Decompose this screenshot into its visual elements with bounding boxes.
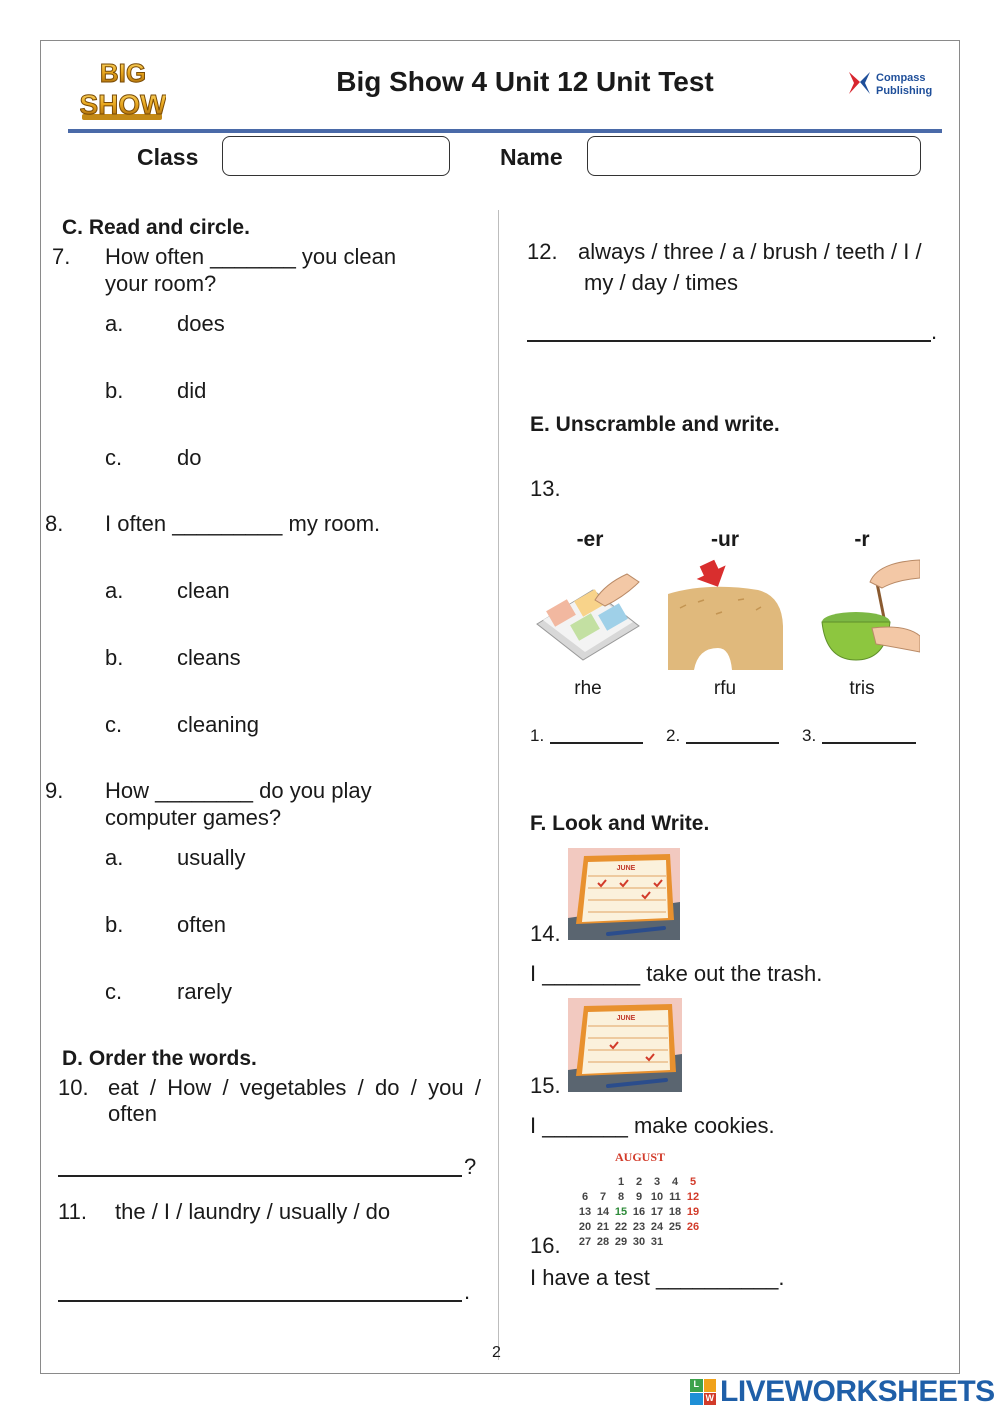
calendar-day: 30 [632, 1236, 646, 1248]
calendar-day: 26 [686, 1221, 700, 1233]
column-divider [498, 210, 499, 1360]
question-16-number: 16. [530, 1233, 561, 1258]
q7-option-c-letter: c. [105, 445, 123, 470]
question-12-text-cont: my / day / times [584, 270, 739, 295]
calendar-day: 12 [686, 1191, 700, 1203]
stirring-bowl-picture [816, 556, 920, 666]
question-12-number: 12. [527, 239, 558, 264]
question-14-sentence: I ________ take out the trash. [530, 961, 823, 986]
question-10-number: 10. [58, 1075, 89, 1100]
august-calendar [576, 1150, 706, 1249]
liveworksheets-logo [690, 1374, 995, 1410]
calendar-day: 23 [632, 1221, 646, 1233]
calendar-day: 19 [686, 1206, 700, 1218]
calendar-day: 5 [689, 1176, 697, 1188]
page-number: 2 [492, 1344, 501, 1361]
calendar-day: 8 [617, 1191, 625, 1203]
class-input[interactable] [222, 136, 450, 176]
q8-option-a[interactable]: clean [177, 578, 230, 603]
question-13-number: 13. [530, 476, 561, 501]
calendar-day: 21 [596, 1221, 610, 1233]
calendar-day: 24 [650, 1221, 664, 1233]
question-15-sentence: I _______ make cookies. [530, 1113, 775, 1138]
q8-option-b[interactable]: cleans [177, 645, 241, 670]
q9-option-b-letter: b. [105, 912, 124, 937]
section-d-heading: D. Order the words. [62, 1047, 257, 1070]
q9-option-a-letter: a. [105, 845, 124, 870]
calendar-day: 9 [635, 1191, 643, 1203]
calendar-day: 1 [617, 1176, 625, 1188]
answer-line-13-3[interactable] [822, 742, 916, 744]
calendar-day: 15 [614, 1206, 628, 1218]
question-16-sentence: I have a test __________. [530, 1265, 785, 1290]
answer-line-12[interactable] [527, 340, 931, 342]
class-label: Class [137, 144, 199, 170]
logo-tile-w: W [704, 1393, 717, 1406]
calendar-day: 3 [653, 1176, 661, 1188]
section-e-heading: E. Unscramble and write. [530, 413, 780, 436]
answer-line-11[interactable] [58, 1300, 462, 1302]
calendar-day: 29 [614, 1236, 628, 1248]
calendar-week-row [576, 1234, 706, 1249]
calendar-day: 18 [668, 1206, 682, 1218]
answer-line-10[interactable] [58, 1175, 462, 1177]
calendar-grid [576, 1174, 706, 1249]
question-7-number: 7. [52, 244, 71, 269]
desk-calendar-picture-14 [568, 848, 680, 940]
page-title: Big Show 4 Unit 12 Unit Test [336, 66, 714, 97]
question-9-text: How ________ do you play [105, 778, 372, 803]
question-15-number: 15. [530, 1073, 561, 1098]
scrambled-word-3: tris [849, 678, 875, 699]
q9-option-a[interactable]: usually [177, 845, 246, 870]
calendar-week-row [576, 1174, 706, 1189]
section-f-heading: F. Look and Write. [530, 812, 710, 835]
header-rule [68, 129, 942, 133]
q8-option-b-letter: b. [105, 645, 124, 670]
question-10-text: eat / How / vegetables / do / you / [108, 1075, 481, 1100]
blank-3-label: 3. [802, 726, 817, 745]
photo-album-picture [535, 556, 641, 662]
calendar-week-row [576, 1204, 706, 1219]
question-9-number: 9. [45, 778, 64, 803]
calendar-day: 25 [668, 1221, 682, 1233]
compass-label: Compass [876, 72, 926, 84]
suffix-er: -er [576, 528, 604, 551]
q9-option-b[interactable]: often [177, 912, 226, 937]
scrambled-word-1: rhe [574, 678, 602, 699]
logo-tile-l: L [690, 1379, 703, 1392]
calendar-week-row [576, 1219, 706, 1234]
answer-10-end-mark: ? [464, 1154, 477, 1179]
big-show-logo [80, 44, 166, 124]
suffix-ur: -ur [711, 528, 739, 551]
calendar-month-title: AUGUST [614, 1150, 665, 1164]
q7-option-c[interactable]: do [177, 445, 202, 470]
calendar-day: 6 [581, 1191, 589, 1203]
desk-calendar-month-14: JUNE [616, 865, 636, 872]
desk-calendar-picture-15 [568, 998, 682, 1092]
liveworksheets-icon [690, 1379, 716, 1405]
q7-option-a[interactable]: does [177, 311, 225, 336]
name-input[interactable] [587, 136, 921, 176]
section-c-heading: C. Read and circle. [62, 216, 250, 239]
q7-option-a-letter: a. [105, 311, 124, 336]
question-14-number: 14. [530, 921, 561, 946]
calendar-day: 20 [578, 1221, 592, 1233]
calendar-day: 4 [671, 1176, 679, 1188]
question-11-number: 11. [58, 1199, 87, 1224]
calendar-day: 31 [650, 1236, 664, 1248]
calendar-day: 13 [578, 1206, 592, 1218]
calendar-day: 2 [635, 1176, 643, 1188]
answer-12-end-mark: . [931, 319, 938, 344]
answer-11-end-mark: . [464, 1279, 471, 1304]
q8-option-c[interactable]: cleaning [177, 712, 259, 737]
calendar-day: 27 [578, 1236, 592, 1248]
calendar-day: 28 [596, 1236, 610, 1248]
calendar-day: 10 [650, 1191, 664, 1203]
question-11-text: the / I / laundry / usually / do [115, 1199, 391, 1224]
question-8-text: I often _________ my room. [105, 511, 381, 536]
calendar-day: 22 [614, 1221, 628, 1233]
q8-option-a-letter: a. [105, 578, 124, 603]
q7-option-b-letter: b. [105, 378, 124, 403]
q9-option-c-letter: c. [105, 979, 123, 1004]
dog-fur-picture [668, 556, 783, 670]
name-label: Name [500, 144, 563, 170]
question-10-text-cont: often [108, 1101, 157, 1126]
q9-option-c[interactable]: rarely [177, 979, 233, 1004]
question-9-text-cont: computer games? [105, 805, 282, 830]
calendar-day: 7 [599, 1191, 607, 1203]
question-8-number: 8. [45, 511, 64, 536]
answer-line-13-2[interactable] [686, 742, 779, 744]
scrambled-word-2: rfu [713, 678, 737, 699]
q7-option-b[interactable]: did [177, 378, 207, 403]
liveworksheets-wordmark: LIVEWORKSHEETS [720, 1375, 995, 1408]
calendar-day: 16 [632, 1206, 646, 1218]
svg-text:SHOW: SHOW [80, 89, 166, 120]
calendar-day: 11 [669, 1191, 681, 1203]
q8-option-c-letter: c. [105, 712, 123, 737]
question-12-text: always / three / a / brush / teeth / I / [578, 239, 922, 264]
calendar-day: 17 [650, 1206, 664, 1218]
answer-line-13-1[interactable] [550, 742, 643, 744]
compass-publishing-logo [846, 68, 942, 98]
desk-calendar-month-15: JUNE [616, 1015, 636, 1022]
blank-2-label: 2. [666, 726, 681, 745]
question-7-text-cont: your room? [105, 271, 217, 296]
svg-text:BIG: BIG [99, 58, 147, 88]
blank-1-label: 1. [530, 726, 545, 745]
calendar-day: 14 [596, 1206, 610, 1218]
suffix-r: -r [854, 528, 870, 551]
question-7-text: How often _______ you clean [105, 244, 397, 269]
calendar-week-row [576, 1189, 706, 1204]
publishing-label: Publishing [876, 85, 933, 97]
